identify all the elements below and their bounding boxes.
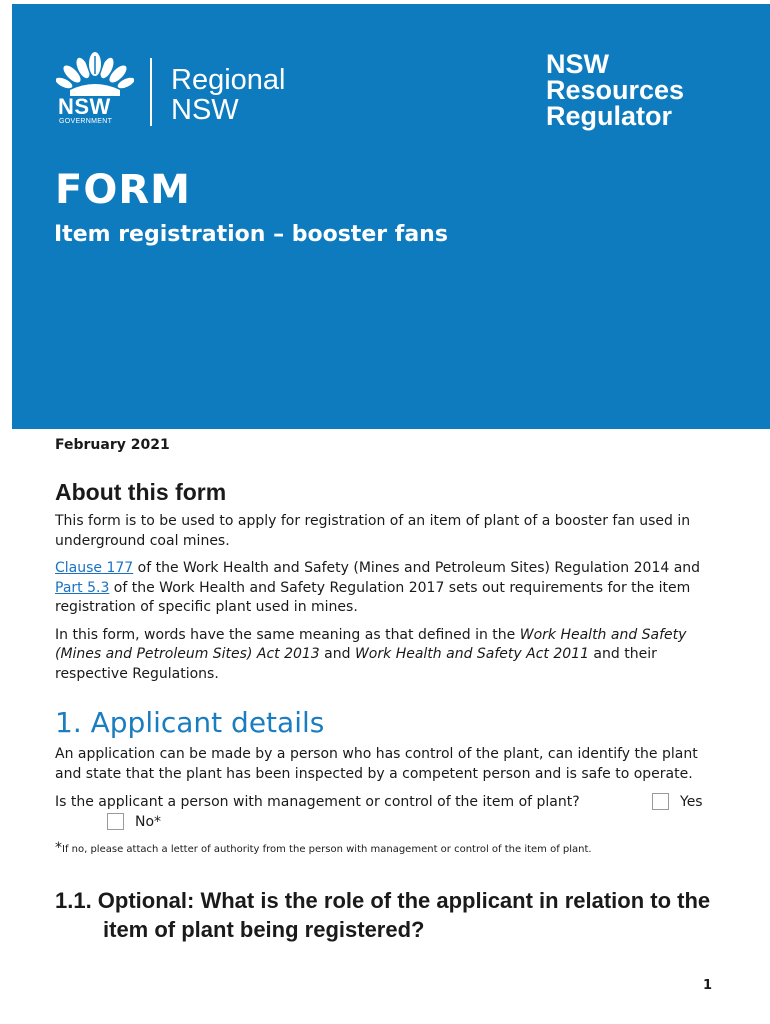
no-checkbox[interactable] — [107, 813, 124, 830]
applicant-details-heading: 1. Applicant details — [55, 706, 325, 739]
act-2013-title: Work Health and Safety (Mines and Petroleum Sites) Act 2013 — [55, 626, 687, 662]
document-body — [55, 435, 720, 944]
about-paragraph-3-text2: and — [319, 646, 355, 662]
yes-checkbox[interactable] — [652, 793, 669, 810]
act-2011-title: Work Health and Safety Act 2011 — [354, 646, 589, 662]
about-paragraph-1: This form is to be used to apply for registration of an item of plant of a booster fan used in underground coal mines. — [55, 513, 691, 549]
authority-footnote — [55, 840, 720, 856]
government-wordmark: GOVERNMENT — [59, 118, 113, 125]
yes-label: Yes — [680, 794, 703, 810]
form-label: FORM — [55, 167, 191, 213]
footnote-text: If no, please attach a letter of authority from the person with management or control of the item of plant. — [62, 844, 592, 855]
regulator-logo-line3: Regulator — [546, 101, 673, 131]
about-paragraph-3-text3: and their respective Regulations. — [55, 646, 657, 682]
nsw-wordmark: NSW — [58, 94, 111, 119]
form-title: Item registration – booster fans — [54, 222, 448, 247]
publication-date: February 2021 — [55, 437, 170, 453]
part-5-3-link[interactable]: Part 5.3 — [55, 579, 110, 596]
regional-logo-line2: NSW — [171, 94, 239, 126]
clause-177-link[interactable]: Clause 177 — [55, 560, 134, 576]
footnote-star: * — [55, 840, 62, 856]
applicant-intro: An application can be made by a person who has control of the plant, can identify the plant and state that the plant has been inspected by a competent person and is safe to operate. — [55, 746, 698, 782]
about-heading: About this form — [55, 479, 227, 505]
about-paragraph-2-text1: of the Work Health and Safety (Mines and Petroleum Sites) Regulation 2014 and — [133, 560, 701, 576]
about-paragraph-3 — [55, 626, 720, 685]
about-paragraph-3-text1: In this form, words have the same meaning as that defined in the — [55, 626, 520, 643]
management-control-question — [55, 792, 720, 832]
waratah-icon — [56, 50, 134, 98]
question-text: Is the applicant a person with management or control of the item of plant? — [55, 794, 580, 810]
no-label: No* — [135, 814, 162, 830]
header-banner — [12, 4, 770, 429]
resources-regulator-logo — [546, 51, 684, 129]
about-paragraph-2 — [55, 559, 720, 618]
about-paragraph-2-text2: of the Work Health and Safety Regulation 2017 sets out requirements for the item registration of specific plant used in mines. — [55, 579, 691, 615]
logo-divider — [150, 58, 152, 126]
regional-logo-line1: Regional — [171, 64, 286, 96]
page-number: 1 — [703, 978, 713, 993]
applicant-role-heading: 1.1. Optional: What is the role of the applicant in relation to the item of plant being registered? — [55, 888, 711, 942]
regulator-logo-line1: NSW — [546, 49, 609, 79]
regulator-logo-line2: Resources — [546, 75, 685, 105]
nsw-government-regional-logo — [56, 50, 331, 132]
